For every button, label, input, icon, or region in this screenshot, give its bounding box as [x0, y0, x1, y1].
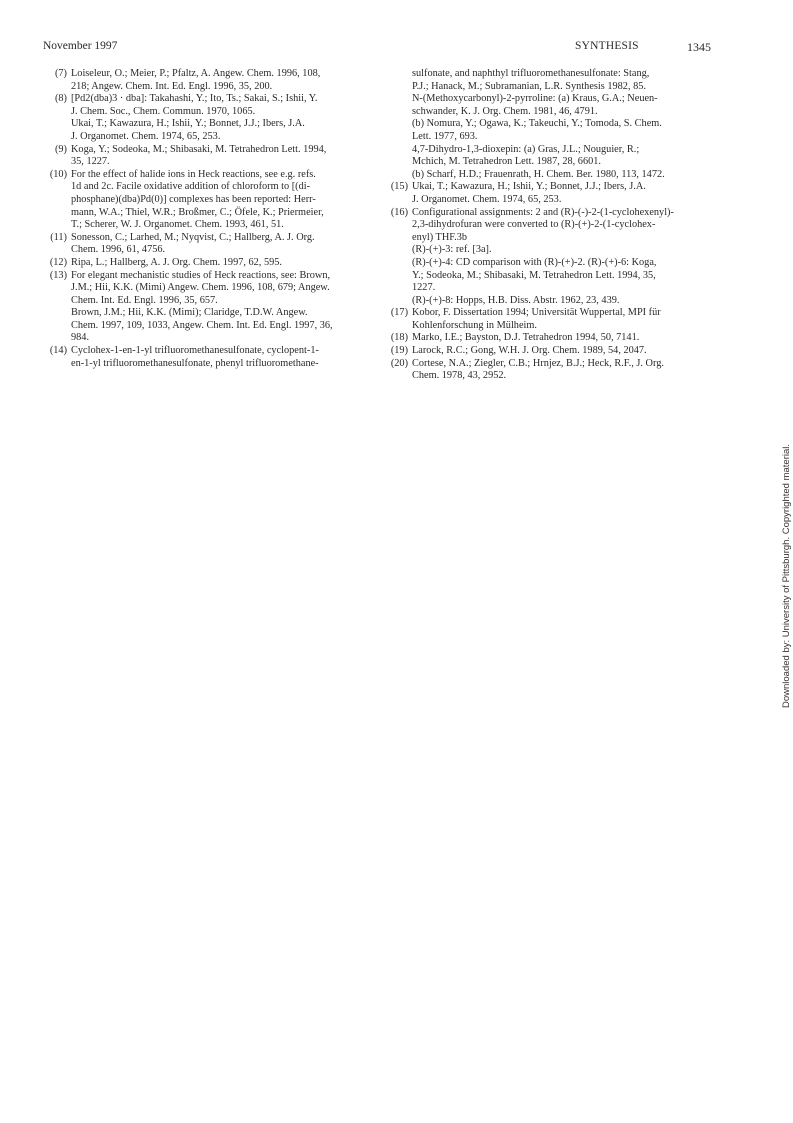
reference-line: schwander, K. J. Org. Chem. 1981, 46, 4791. [412, 105, 598, 117]
reference-line: (R)-(+)-4: CD comparison with (R)-(+)-2. (R)-(+)-6: Koga, [412, 256, 657, 268]
reference-14 [43, 345, 365, 370]
reference-line: phosphane)(dba)Pd(0)] complexes has been reported: Herr- [71, 193, 316, 205]
reference-line: Marko, I.E.; Bayston, D.J. Tetrahedron 1994, 50, 7141. [412, 332, 640, 344]
reference-line: Kohlenforschung in Mülheim. [412, 319, 537, 331]
reference-7 [43, 68, 365, 93]
reference-line: (R)-(+)-3: ref. [3a]. [412, 244, 492, 256]
reference-17 [384, 307, 711, 332]
reference-line: en-1-yl trifluoromethanesulfonate, phenyl trifluoromethane- [71, 357, 319, 369]
reference-line: J. Organomet. Chem. 1974, 65, 253. [71, 130, 221, 142]
reference-line: Mchich, M. Tetrahedron Lett. 1987, 28, 6601. [412, 156, 601, 168]
reference-number: (11) [50, 231, 67, 243]
reference-line: N-(Methoxycarbonyl)-2-pyrroline: (a) Kraus, G.A.; Neuen- [412, 93, 658, 105]
reference-number: (7) [54, 68, 67, 79]
reference-line: Chem. 1997, 109, 1033, Angew. Chem. Int. Ed. Engl. 1997, 36, [71, 319, 333, 331]
reference-line: Y.; Sodeoka, M.; Shibasaki, M. Tetrahedron Lett. 1994, 35, [412, 269, 656, 281]
reference-line: 35, 1227. [71, 156, 110, 168]
reference-line: Chem. Int. Ed. Engl. 1996, 35, 657. [71, 294, 218, 306]
reference-20 [384, 358, 711, 383]
reference-line: (b) Scharf, H.D.; Frauenrath, H. Chem. Ber. 1980, 113, 1472. [412, 168, 665, 180]
reference-19 [384, 345, 711, 358]
reference-line: Chem. 1978, 43, 2952. [412, 370, 507, 382]
reference-line: Cyclohex-1-en-1-yl trifluoromethanesulfonate, cyclopent-1- [71, 345, 319, 357]
reference-line: sulfonate, and naphthyl trifluoromethanesulfonate: Stang, [412, 68, 650, 79]
reference-line: T.; Scherer, W. J. Organomet. Chem. 1993, 461, 51. [71, 219, 284, 231]
reference-8 [43, 93, 365, 143]
reference-line: Cortese, N.A.; Ziegler, C.B.; Hrnjez, B.J.; Heck, R.F., J. Org. [412, 357, 664, 369]
reference-line: For elegant mechanistic studies of Heck reactions, see: Brown, [71, 269, 331, 281]
reference-line: (R)-(+)-8: Hopps, H.B. Diss. Abstr. 1962, 23, 439. [412, 294, 620, 306]
download-watermark: Downloaded by: University of Pittsburgh. Copyrighted material. [781, 443, 792, 708]
reference-number: (9) [54, 143, 67, 155]
reference-line: J. Chem. Soc., Chem. Commun. 1970, 1065. [71, 105, 256, 117]
reference-line: 984. [71, 332, 90, 344]
reference-line: Brown, J.M.; Hii, K.K. (Mimi); Claridge, T.D.W. Angew. [71, 307, 308, 319]
left-column [43, 68, 365, 370]
reference-15 [384, 181, 711, 206]
reference-line: Kobor, F. Dissertation 1994; Universität Wuppertal, MPI für [412, 307, 661, 319]
reference-number: (18) [390, 332, 408, 344]
reference-line: Ukai, T.; Kawazura, H.; Ishii, Y.; Bonnet, J.J.; Ibers, J.A. [412, 181, 646, 193]
reference-number: (10) [49, 168, 67, 180]
reference-line: [Pd2(dba)3 · dba]: Takahashi, Y.; Ito, Ts.; Sakai, S.; Ishii, Y. [71, 93, 318, 105]
reference-number: (8) [54, 93, 67, 105]
reference-line: Ripa, L.; Hallberg, A. J. Org. Chem. 1997, 62, 595. [71, 256, 282, 268]
reference-line: 1227. [412, 282, 436, 294]
reference-11 [43, 232, 365, 257]
reference-line: 4,7-Dihydro-1,3-dioxepin: (a) Gras, J.L.; Nouguier, R.; [412, 143, 640, 155]
reference-line: 1d and 2c. Facile oxidative addition of chloroform to [(di- [71, 181, 311, 193]
reference-line: Lett. 1977, 693. [412, 130, 478, 142]
reference-line: 2,3-dihydrofuran were converted to (R)-(+)-2-(1-cyclohex- [412, 219, 656, 231]
reference-line: 218; Angew. Chem. Int. Ed. Engl. 1996, 35, 200. [71, 80, 273, 92]
right-column [384, 68, 711, 383]
reference-18 [384, 332, 711, 345]
reference-number: (13) [49, 269, 67, 281]
reference-line: mann, W.A.; Thiel, W.R.; Broßmer, C.; Öfele, K.; Priermeier, [71, 206, 324, 218]
reference-10 [43, 169, 365, 232]
reference-line: (b) Nomura, Y.; Ogawa, K.; Takeuchi, Y.; Tomoda, S. Chem. [412, 118, 662, 130]
reference-line: Sonesson, C.; Larhed, M.; Nyqvist, C.; Hallberg, A. J. Org. [71, 231, 315, 243]
reference-line: Ukai, T.; Kawazura, H.; Ishii, Y.; Bonnet, J.J.; Ibers, J.A. [71, 118, 305, 130]
reference-number: (12) [49, 256, 67, 268]
reference-line: Loiseleur, O.; Meier, P.; Pfaltz, A. Angew. Chem. 1996, 108, [71, 68, 321, 79]
page-header [43, 40, 711, 56]
reference-12 [43, 257, 365, 270]
reference-number: (15) [390, 181, 408, 193]
reference-number: (20) [390, 357, 408, 369]
reference-9 [43, 144, 365, 169]
journal-name: SYNTHESIS [575, 40, 639, 52]
reference-line: enyl) THF.3b [412, 231, 468, 243]
reference-line: Koga, Y.; Sodeoka, M.; Shibasaki, M. Tetrahedron Lett. 1994, [71, 143, 327, 155]
reference-line: J. Organomet. Chem. 1974, 65, 253. [412, 193, 562, 205]
reference-16 [384, 207, 711, 308]
reference-number: (16) [390, 206, 408, 218]
reference-line: Chem. 1996, 61, 4756. [71, 244, 166, 256]
reference-number: (17) [390, 307, 408, 319]
reference-13 [43, 270, 365, 346]
reference-number: (19) [390, 345, 408, 357]
reference-14-continued [384, 68, 711, 181]
reference-line: P.J.; Hanack, M.; Subramanian, L.R. Synthesis 1982, 85. [412, 80, 646, 92]
reference-line: Larock, R.C.; Gong, W.H. J. Org. Chem. 1989, 54, 2047. [412, 345, 647, 357]
reference-number: (14) [49, 345, 67, 357]
page-number: 1345 [687, 40, 711, 54]
reference-line: Configurational assignments: 2 and (R)-(-)-2-(1-cyclohexenyl)- [412, 206, 674, 218]
issue-date: November 1997 [43, 40, 118, 52]
reference-line: For the effect of halide ions in Heck reactions, see e.g. refs. [71, 168, 316, 180]
reference-line: J.M.; Hii, K.K. (Mimi) Angew. Chem. 1996, 108, 679; Angew. [71, 282, 330, 294]
